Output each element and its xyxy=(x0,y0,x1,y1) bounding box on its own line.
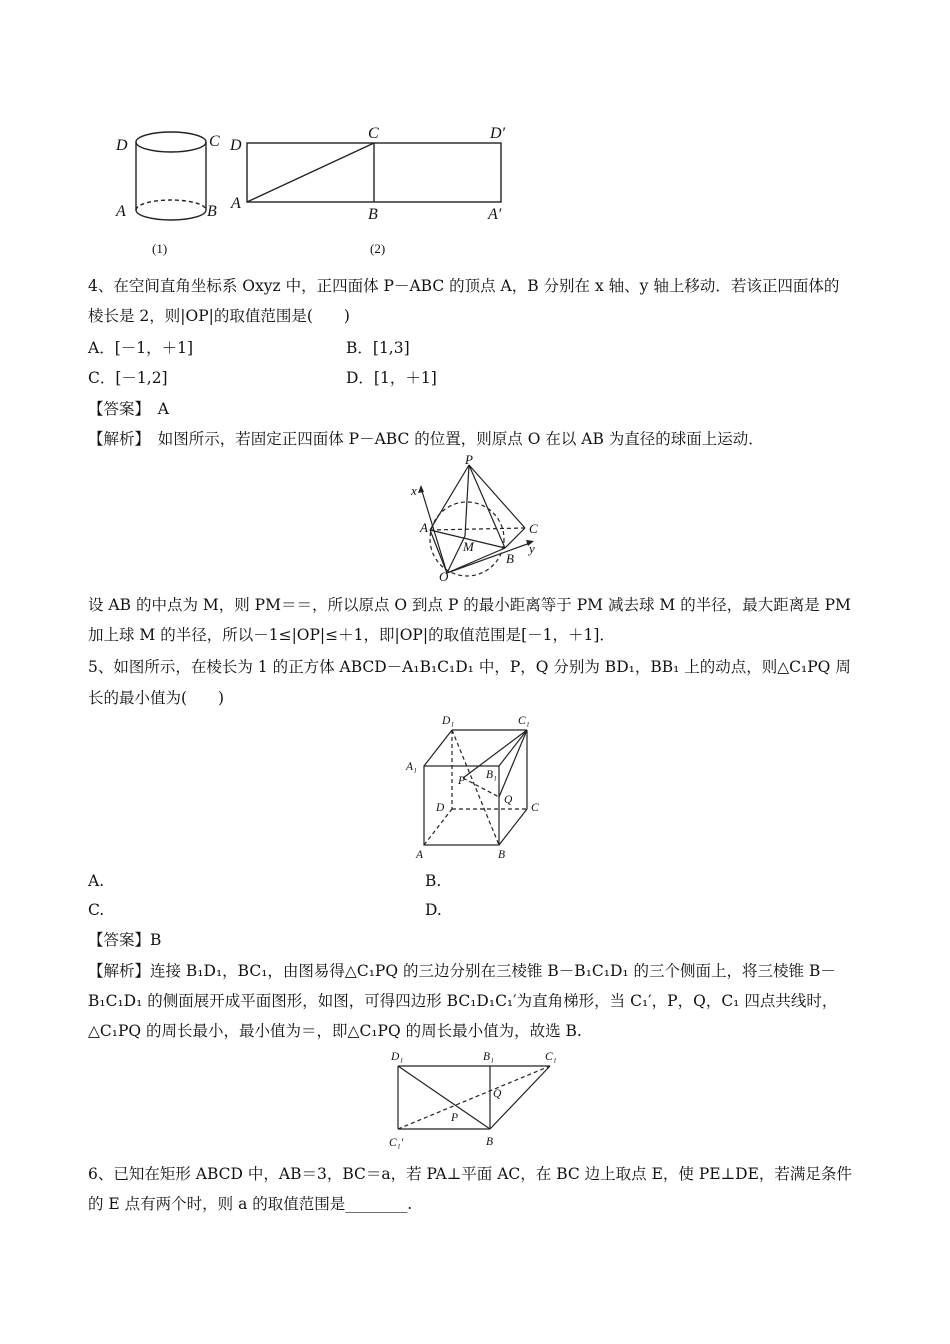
tetrahedron-figure xyxy=(405,455,550,585)
q4-option-d: D．[1，＋1] xyxy=(346,369,437,387)
trap-label-B1: B₁ xyxy=(483,1051,495,1063)
q5-line2: 长的最小值为( ) xyxy=(88,689,225,707)
cube-label-A1: A₁ xyxy=(406,761,418,773)
label-Dprime: D′ xyxy=(490,125,506,142)
q4-option-c: C．[－1,2] xyxy=(88,369,168,387)
trap-label-C1prime: C₁′ xyxy=(389,1137,404,1149)
q5-option-b: B. xyxy=(425,872,442,890)
label-D2: D xyxy=(230,137,242,154)
q5-option-d: D. xyxy=(425,901,442,919)
q4-after-line1: 设 AB 的中点为 M，则 PM＝＝，所以原点 O 到点 P 的最小距离等于 PM 减去球 M 的半径，最大距离是 PM xyxy=(88,596,851,614)
trap-label-Q: Q xyxy=(493,1088,502,1100)
cube-label-B1: B₁ xyxy=(486,769,498,781)
label-C: C xyxy=(209,133,220,150)
trapezoid-figure xyxy=(385,1048,565,1153)
q4-option-a: A．[－1，＋1] xyxy=(88,339,194,357)
q4-line1: 4、在空间直角坐标系 Oxyz 中，正四面体 P－ABC 的顶点 A，B 分别在 x 轴、y 轴上移动．若该正四面体的 xyxy=(88,277,840,295)
tet-label-B: B xyxy=(506,551,514,566)
q5-line1: 5、如图所示，在棱长为 1 的正方体 ABCD－A₁B₁C₁D₁ 中，P，Q 分别为 BD₁，BB₁ 上的动点，则△C₁PQ 周 xyxy=(88,658,851,676)
q4-analysis: 【解析】 如图所示，若固定正四面体 P－ABC 的位置，则原点 O 在以 AB 为直径的球面上运动． xyxy=(88,430,764,448)
trap-label-P: P xyxy=(451,1112,459,1124)
q4-line2: 棱长是 2，则|OP|的取值范围是( ) xyxy=(88,307,350,325)
cube-label-B: B xyxy=(498,849,506,861)
q6-line2: 的 E 点有两个时，则 a 的取值范围是________. xyxy=(88,1195,413,1213)
q5-option-c: C. xyxy=(88,901,105,919)
cube-label-A: A xyxy=(416,849,424,861)
trap-label-C1: C₁ xyxy=(545,1051,557,1063)
q4-answer: 【答案】 A xyxy=(88,400,169,418)
caption-1: (1) xyxy=(152,241,168,256)
q5-analysis-line1: 【解析】连接 B₁D₁，BC₁，由图易得△C₁PQ 的三边分别在三棱锥 B－B₁C₁D₁ 的三个侧面上，将三棱锥 B－ xyxy=(88,962,836,980)
q5-answer: 【答案】B xyxy=(88,931,162,949)
caption-2: (2) xyxy=(370,241,386,256)
cube-label-D: D xyxy=(436,802,445,814)
label-A: A xyxy=(116,203,126,220)
label-B2: B xyxy=(368,206,378,223)
cube-label-P: P xyxy=(458,775,466,787)
tet-label-x: x xyxy=(411,483,417,498)
tet-label-A: A xyxy=(420,520,428,535)
q4-option-b: B．[1,3] xyxy=(346,339,410,357)
cube-label-C: C xyxy=(531,802,539,814)
cube-figure xyxy=(400,712,555,862)
tet-label-C: C xyxy=(529,521,538,536)
q5-option-a: A. xyxy=(88,872,105,890)
label-C2: C xyxy=(368,125,379,142)
tet-label-y: y xyxy=(529,541,535,556)
cylinder-figure xyxy=(110,120,530,265)
q5-analysis-line3: △C₁PQ 的周长最小，最小值为＝，即△C₁PQ 的周长最小值为，故选 B. xyxy=(88,1022,582,1040)
tet-label-P: P xyxy=(465,455,473,467)
q4-after-line2: 加上球 M 的半径，所以－1≤|OP|≤＋1，即|OP|的取值范围是[－1，＋1]． xyxy=(88,626,615,644)
cube-label-Q: Q xyxy=(504,794,513,806)
label-D: D xyxy=(116,137,128,154)
label-A2: A xyxy=(231,195,241,212)
tet-label-M: M xyxy=(463,539,474,554)
cube-label-D1: D₁ xyxy=(442,715,455,727)
tet-label-O: O xyxy=(439,569,449,584)
cube-label-C1: C₁ xyxy=(518,715,530,727)
label-Aprime: A′ xyxy=(488,206,502,223)
q6-line1: 6、已知在矩形 ABCD 中，AB＝3，BC＝a，若 PA⊥平面 AC，在 BC 边上取点 E，使 PE⊥DE，若满足条件 xyxy=(88,1165,852,1183)
trap-label-D1: D₁ xyxy=(391,1051,404,1063)
label-B: B xyxy=(207,203,217,220)
trap-label-B: B xyxy=(486,1136,494,1148)
q5-analysis-line2: B₁C₁D₁ 的侧面展开成平面图形，如图，可得四边形 BC₁D₁C₁′为直角梯形，当 C₁′，P，Q，C₁ 四点共线时， xyxy=(88,992,838,1010)
